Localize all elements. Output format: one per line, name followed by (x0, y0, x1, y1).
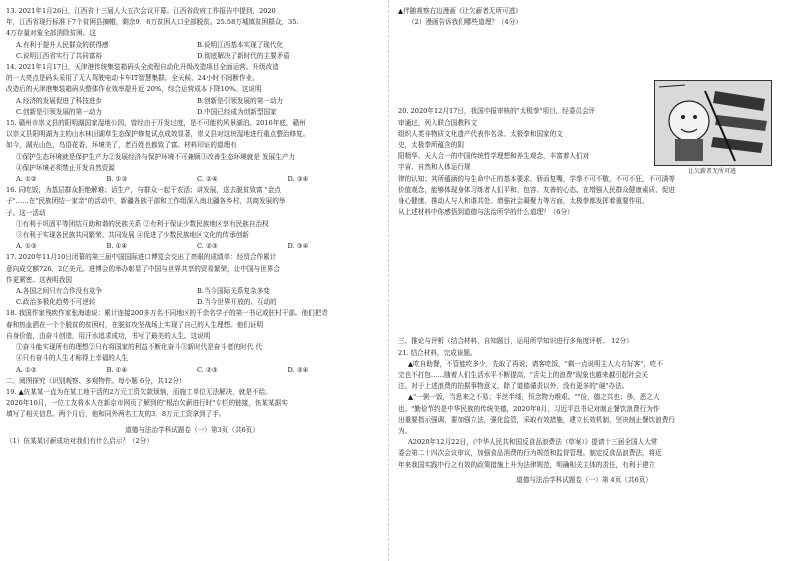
options-row (6, 107, 378, 118)
question-15-line: 以崇义县阳明湖为主的山水林田湖草生态保护修复试点成效显著，崇义县对这块湿地进行重点整治修复。 (6, 130, 310, 139)
option-a: A. ①② (16, 175, 37, 184)
options-row (6, 96, 378, 107)
question-21-line: 委会第二十四次会议审议，加强食品消费的行为规范和监督管理。制定反食品浪费法，将近 (398, 449, 662, 458)
option-a: A.有利于提升人民群众的获得感 (16, 40, 109, 49)
option-d: D. ③④ (287, 242, 309, 251)
column-divider (388, 0, 389, 561)
question-18-line: 18. 我国作家残疾作家张海迪说：累计连接200多万名不同地区的千余名学子的第一书记或驻村干部。他们把青 (6, 309, 328, 318)
options-row (6, 365, 378, 376)
question-18 (6, 308, 378, 375)
question-13-line: 年，江西省现行标准下7个贫困县摘帽，剩余9．6万贫困人口全部脱贫。25.58万城镇贫困群众，35. (6, 18, 299, 27)
question-18-line: 春和热血洒在一个个脱贫的贫困村，在脱贫攻坚战场上实现了自己的人生理想。他们证明 (6, 320, 264, 329)
question-20-line: 身心健康、推动人与人和谐共处、增强社会凝聚力等方面，太极拳都发挥着重要作用。 (398, 197, 649, 206)
option-d: D. ③④ (287, 175, 309, 184)
question-18-line: 自身价值，由奋斗创造，用汗水追求成功，书写了最美的人生。这说明 (6, 331, 211, 340)
cartoon-image (654, 80, 772, 166)
options-row (6, 40, 378, 51)
question-20-line: 宇宙、自然和人体运行规 (398, 163, 471, 172)
option-c: C.说明江西省实行了共同富裕 (16, 51, 103, 60)
option-c: C.政治多极化趋势不可逆转 (16, 298, 96, 307)
section-2-heading: 二、阅图探究（识别观察、多观物件。每小题 6分，共12分） (6, 376, 186, 385)
cartoon-caption: 让欠薪者无所可逃 (687, 168, 736, 175)
question-20-continued (398, 174, 770, 219)
question-21-line: 完也不打包……随着人们生活水平不断提高，"舌尖上的浪费"现象也越来越引起社会关 (398, 371, 649, 380)
option-b: B. ①④ (106, 365, 128, 374)
option-a: A. ①③ (16, 242, 37, 251)
question-16-line: 子。这一活动 (6, 208, 46, 217)
question-21-line: ▲吃自助餐，不管能吃多少，先取了再说；请客吃饭，"剩一点说明主人大方好客"，吃不 (408, 359, 664, 368)
option-c: C. ②④ (197, 175, 218, 184)
option-b: B.当今国际关系复杂多变 (197, 287, 270, 296)
right-column (398, 6, 770, 486)
question-15 (6, 118, 378, 185)
question-21-line: 也。"勤俭节约是中华民族的传统美德，2020年8月，习近平总书记对制止餐饮浪费行为作 (398, 404, 660, 413)
cartoon-prompt: ▲伴随观察右边漫画《让欠薪者无所可逃》 (398, 7, 522, 15)
question-18-items: ①奋斗能实现所有的理想②只有将国家的利益不断化奋斗③新时代是奋斗者的时代 代 (16, 343, 263, 352)
question-14-line: 14. 2021年1月17日，天津港传统集装箱码头全流程自动化升级改造项目全面运营。升级改造 (6, 63, 279, 72)
options-row (6, 286, 378, 297)
question-14 (6, 62, 378, 118)
question-21-line: 年来我国实践中行之有效的政策措施上升为法律规范，明确相关主体的责任，有利于建立 (398, 460, 656, 469)
question-13-line: 4万存量对象全部消除贫困。这 (6, 29, 96, 38)
question-20-line: 律的认知；其所蕴涵的与生命中正的基本要求，骄而复嘴，学拳不可不敬，不可不狂，不可满等 (398, 174, 675, 183)
option-a: A. ①② (16, 365, 37, 374)
question-20-line: 组织人类非物质文化遗产代表作名录。太极拳和国家的文 (398, 129, 563, 138)
question-19 (6, 387, 378, 421)
question-20-line: 从上述材料中你感悟到道德与法治所学的什么道理？（6分） (398, 208, 574, 217)
option-d: D. ③④ (287, 365, 309, 374)
question-16-items: ①有利于巩固平等团结互助和谐的民族关系 ②有利于保证少数民族地区享有民族自治权 (16, 219, 269, 228)
left-column (6, 6, 378, 447)
question-21-line: 注。对于上述浪费的拍据事物意义，除了道德谴责以外，没有更多的"硬"办法。 (398, 382, 629, 391)
question-16 (6, 185, 378, 252)
question-13-line: 13. 2021年1月26日，江西省十三届人大五次会议开幕。江西省政府工作报告中提到，2020 (6, 7, 276, 15)
question-19-line: 填写了相关信息。两个月后，他和同外两名工友的3．8万元工资拿到了手。 (6, 410, 226, 419)
question-19-line: 19. ▲伍某某一直为在某工地干活的2万元工资欠款烦恼，而施工单位无法解决，就是不给。 (6, 387, 272, 396)
question-13 (6, 6, 378, 62)
question-16-items: ③有利于实现各民族共同繁荣、共同发展 ④促进了少数民族地区文化的传承创新 (16, 231, 249, 240)
question-21-line: 出重要指示强调，要加强立法，强化监管，采取有效措施，建立长效机制，坚决制止餐饮浪费行 (398, 415, 675, 424)
question-14-line: 的一大亮点是码头采用了无人驾驶电动卡车IT智慧集群。全天候、24小时不间断作业。 (6, 74, 259, 83)
question-19-sub2: （2）漫画告诉我们哪些道理？（4分） (408, 18, 522, 27)
question-21-line: ▲"一粥一饭，当思来之不易；半丝半缕，恒念物力维艰。""俭，德之共也；侈，恶之大 (408, 393, 660, 402)
option-c: C. ②③ (197, 365, 218, 374)
question-15-line: 如今，湖光山色，鸟语花香，环境美了，老百姓也都致了富。材料印证的道理有 (6, 141, 237, 150)
answer-space (398, 218, 770, 336)
question-15-items: ①保护生态环境就是保护生产力②发展经济与保护环境不可兼顾③改善生态环境就是 发展生产力 (16, 152, 296, 161)
question-20-line: 价值观念，能够体现身体习练者人们平和、包容、友善的心态。在增强人民群众健康素质、促进 (398, 185, 675, 194)
option-b: B.说明江西基本实现了现代化 (197, 40, 284, 49)
question-21 (398, 359, 770, 471)
option-d: D.当今世界开放的、互动的 (197, 298, 277, 307)
page-footer: 道德与法治学科试题卷（一）第3页（共6页） (125, 425, 259, 434)
question-20-line: 阳精华、天人合一的中国传统哲学理想和养生观念，丰富着人们对 (398, 152, 590, 161)
option-a: A.经济的发展促进了科技进步 (16, 96, 102, 105)
question-21-line: A2020年12月22日，《中华人民共和国反食品浪费法（草案）》提请十三届全国人大常 (408, 438, 658, 447)
question-16-line: 16. 同吃饭，为基层群众拒绝解难；话生产，与群众一起干农活；讲发展，送去脱贫致富 "金点 (6, 186, 281, 195)
question-18-items: ④只有奋斗的人生才称得上幸福的人生 (16, 354, 129, 363)
option-b: B.创新是引领发展的第一动力 (197, 96, 284, 105)
question-21-line: 为。 (398, 427, 412, 436)
question-14-line: 改造后的天津港集装箱码头整体作业效率提升近 20%，综合运营成本下降10%。这说明 (6, 85, 262, 94)
section-3-heading: 三、推论与评析（结合材料，自知题目，运用所学知识进行多角度评析。 12分） (398, 337, 633, 346)
cartoon-drawing (655, 81, 771, 165)
question-20-line: 史，太极拳所蕴含的阴 (398, 141, 464, 150)
option-b: B. ①③ (106, 175, 128, 184)
question-17-line: 意向成交额726．2亿美元。进博会的举办彰显了中国与世界共享的贸易繁荣，让中国与世界合 (6, 264, 280, 273)
question-19-sub1: （1）伍某某讨薪成功对我们有什么启示？（2分） (6, 436, 153, 445)
option-a: A.各国之间只有合作没有竞争 (16, 287, 102, 296)
question-15-line: 15. 赣州市崇义县的阳明湖国家湿地公园，曾经由于开发过度，是不可能的风景湖泊。2016年底，赣州 (6, 119, 306, 128)
option-d: D.中国已经成为创新型国家 (197, 107, 277, 116)
option-c: C. ②③ (197, 242, 218, 251)
options-row (6, 241, 378, 252)
question-17-line: 作更紧密。这表明我国 (6, 275, 72, 284)
question-17-line: 17. 2020年11月10日闭幕的第三届中国国际进口博览会交出了亮眼的成绩单：经贸合作累计 (6, 253, 277, 262)
question-21-title: 21. 结合材料，完成该题。 (398, 348, 477, 357)
options-row (6, 297, 378, 308)
option-c: C.创新是引领发展的第一动力 (16, 107, 103, 116)
question-17 (6, 252, 378, 308)
page-footer: 道德与法治学科试题卷（一）第 4页（共6页） (516, 475, 652, 484)
question-20-line: 20. 2020年12月17日，我国申报审核的"太极拳"项目，经委员会评 (398, 107, 596, 116)
option-b: B. ①④ (106, 242, 128, 251)
options-row (6, 174, 378, 185)
question-19-line: 2020年10月，一位工友将本人在新京市网页了解到的"根治欠薪进行时"专栏的链接，伍某某据实 (6, 399, 288, 408)
question-20 (398, 106, 648, 173)
option-d: D.彻底解决了新时代的主要矛盾 (197, 51, 290, 60)
question-16-line: 子"……在"民族团结一家亲"的活动中，新疆各族干部和工作组深入南北疆各乡村，共商发展的举 (6, 197, 286, 206)
question-15-item4: ④保护环境必须禁止开发自然资源 (16, 163, 115, 172)
options-row (6, 51, 378, 62)
question-20-line: 审通过，列入联合国教科文 (398, 118, 478, 127)
